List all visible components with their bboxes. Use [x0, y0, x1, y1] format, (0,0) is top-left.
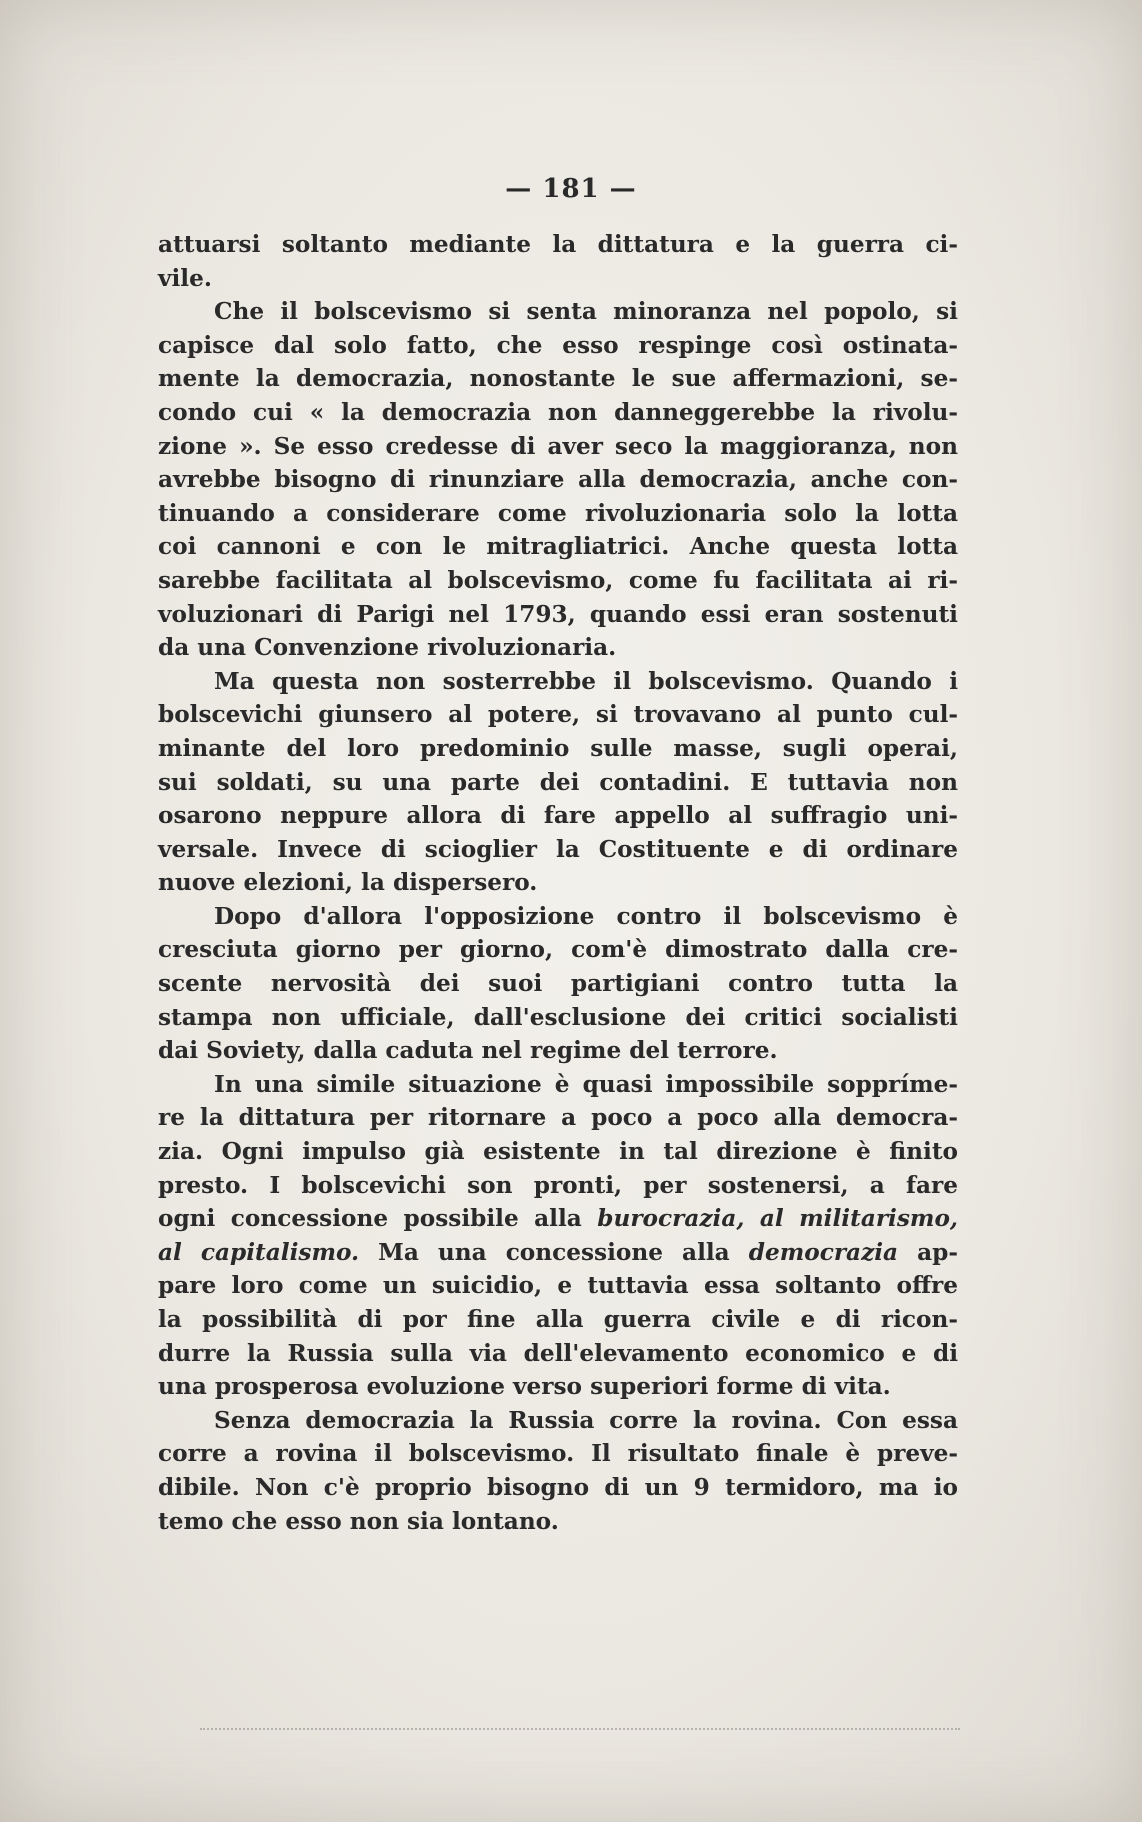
text-line: capisce dal solo fatto, che esso respinge così ostinata-: [158, 331, 958, 359]
text-line: voluzionari di Parigi nel 1793, quando essi eran sostenuti: [158, 600, 958, 628]
text-line: mente la democrazia, nonostante le sue affermazioni, se-: [158, 365, 958, 393]
text-line: scente nervosità dei suoi partigiani contro tutta la: [158, 970, 958, 998]
text-line: sui soldati, su una parte dei contadini. E tuttavia non: [158, 768, 958, 796]
text-line: zione ». Se esso credesse di aver seco la maggioranza, non: [158, 432, 958, 460]
text-line: dibile. Non c'è proprio bisogno di un 9 termidoro, ma io: [158, 1473, 958, 1501]
italic-phrase: democrazia: [748, 1238, 899, 1266]
text-line: In una simile situazione è quasi impossibile soppríme-: [214, 1070, 958, 1098]
text-line: osarono neppure allora di fare appello al suffragio uni-: [158, 802, 958, 830]
text-line: da una Convenzione rivoluzionaria.: [158, 634, 617, 662]
text-line: al capitalismo. Ma una concessione alla democrazia ap-: [158, 1238, 958, 1266]
text-line: presto. I bolscevichi son pronti, per sostenersi, a fare: [158, 1171, 958, 1199]
text-line: coi cannoni e con le mitragliatrici. Anche questa lotta: [158, 533, 958, 561]
text-line: ogni concessione possibile alla burocrazia, al militarismo,: [158, 1205, 958, 1233]
italic-phrase: al capitalismo.: [158, 1238, 360, 1266]
text-line: condo cui « la democrazia non danneggerebbe la rivolu-: [158, 398, 958, 426]
text-line: la possibilità di por fine alla guerra civile e di ricon-: [158, 1306, 958, 1333]
text-line: nuove elezioni, la dispersero.: [158, 869, 538, 897]
italic-phrase: burocrazia, al militarismo,: [597, 1205, 958, 1233]
text-line: corre a rovina il bolscevismo. Il risultato finale è preve-: [158, 1440, 958, 1468]
body-text: [158, 228, 958, 1538]
text-line: pare loro come un suicidio, e tuttavia essa soltanto offre: [158, 1272, 958, 1300]
page-number: — 181 —: [505, 174, 637, 204]
text-line: una prosperosa evoluzione verso superiori forme di vita.: [158, 1373, 891, 1401]
text-line: Dopo d'allora l'opposizione contro il bolscevismo è: [214, 902, 958, 930]
text-line: bolscevichi giunsero al potere, si trovavano al punto cul-: [158, 701, 958, 729]
text-line: attuarsi soltanto mediante la dittatura e la guerra ci-: [158, 231, 958, 258]
text-line: Che il bolscevismo si senta minoranza nel popolo, si: [214, 298, 958, 326]
text-line: temo che esso non sia lontano.: [158, 1507, 559, 1535]
text-line: minante del loro predominio sulle masse, sugli operai,: [158, 734, 958, 762]
text-line: versale. Invece di scioglier la Costituente e di ordinare: [158, 835, 958, 863]
bottom-dotted-marks: [200, 1728, 960, 1740]
text-line: durre la Russia sulla via dell'elevamento economico e di: [158, 1339, 958, 1367]
text-line: stampa non ufficiale, dall'esclusione dei critici socialisti: [158, 1003, 958, 1031]
text-line: cresciuta giorno per giorno, com'è dimostrato dalla cre-: [158, 936, 958, 964]
text-line: re la dittatura per ritornare a poco a poco alla democra-: [158, 1104, 958, 1132]
text-line: zia. Ogni impulso già esistente in tal direzione è finito: [158, 1138, 958, 1166]
text-line: sarebbe facilitata al bolscevismo, come fu facilitata ai ri-: [158, 566, 958, 594]
text-line: avrebbe bisogno di rinunziare alla democrazia, anche con-: [158, 466, 958, 494]
text-line: tinuando a considerare come rivoluzionaria solo la lotta: [158, 499, 958, 527]
text-line: dai Soviety, dalla caduta nel regime del terrore.: [158, 1037, 778, 1065]
text-line: Senza democrazia la Russia corre la rovina. Con essa: [214, 1406, 958, 1434]
text-line: vile.: [158, 264, 212, 292]
text-line: Ma questa non sosterrebbe il bolscevismo. Quando i: [214, 667, 958, 695]
